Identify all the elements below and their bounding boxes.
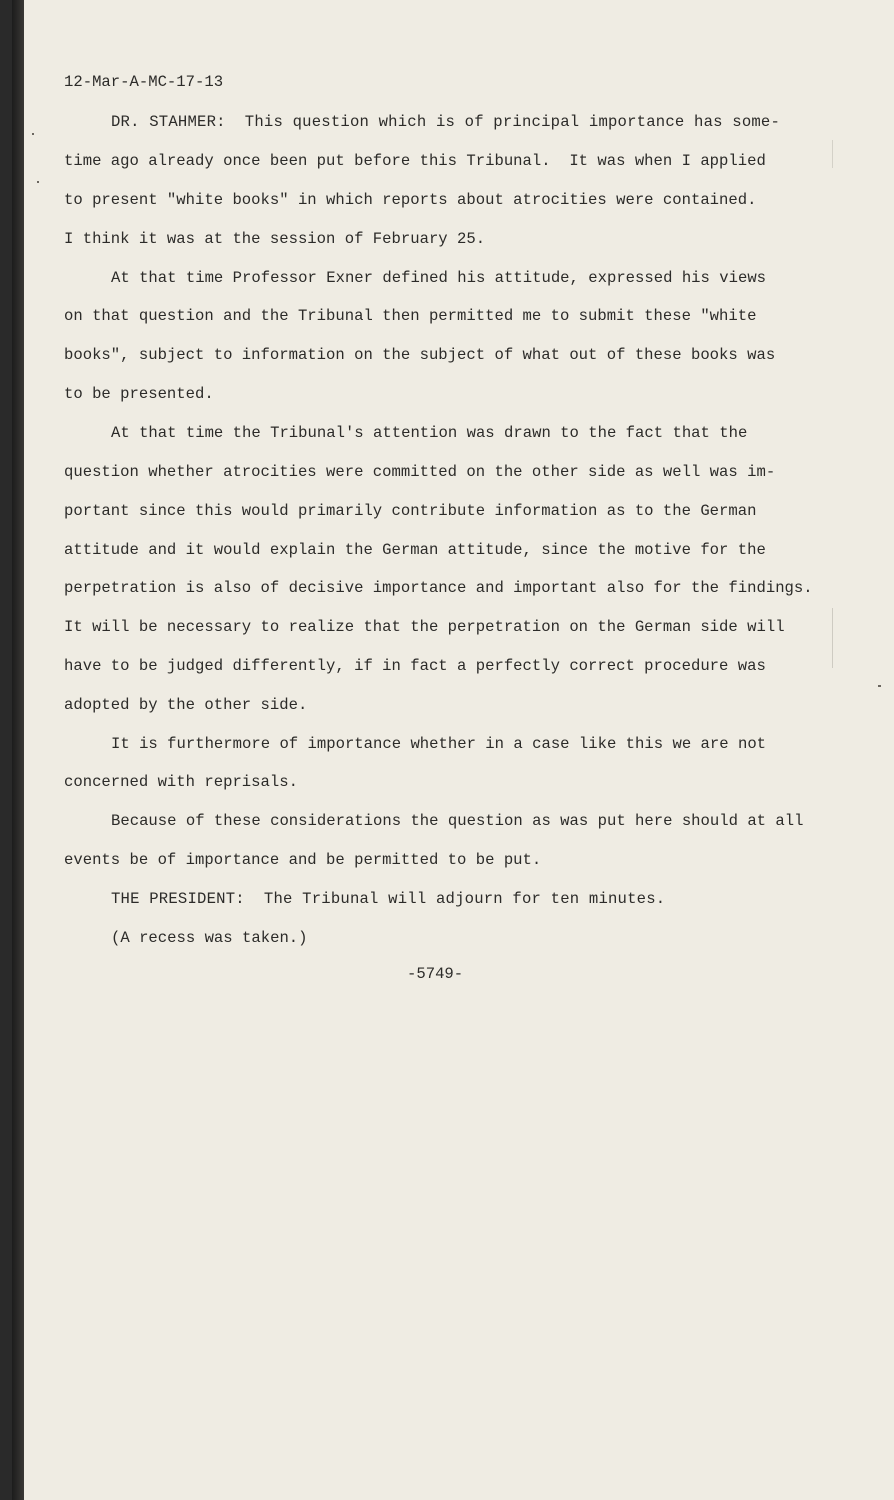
- paragraph-1-line-2: time ago already once been put before this Tribunal. It was when I applied: [64, 152, 766, 170]
- paragraph-3-line-4: attitude and it would explain the German attitude, since the motive for the: [64, 541, 766, 559]
- paragraph-5-line-2: events be of importance and be permitted to be put.: [64, 851, 542, 869]
- paragraph-3-line-2: question whether atrocities were committed on the other side as well was im-: [64, 463, 776, 481]
- paragraph-1-line-3: to present "white books" in which reports about atrocities were contained.: [64, 191, 757, 209]
- page-number: -5749-: [407, 965, 464, 983]
- scan-mark: [832, 608, 833, 668]
- paragraph-3-line-6: It will be necessary to realize that the perpetration on the German side will: [64, 618, 785, 636]
- document-reference-code: 12-Mar-A-MC-17-13: [64, 73, 224, 91]
- scan-mark: [32, 133, 34, 135]
- paragraph-3-line-5: perpetration is also of decisive importance and important also for the findings.: [64, 579, 813, 597]
- paragraph-4-line-2: concerned with reprisals.: [64, 773, 298, 791]
- paragraph-7-line-1: (A recess was taken.): [111, 929, 308, 947]
- paragraph-2-line-1: At that time Professor Exner defined his attitude, expressed his views: [111, 269, 767, 287]
- paragraph-3-line-8: adopted by the other side.: [64, 696, 308, 714]
- paragraph-3-line-3: portant since this would primarily contribute information as to the German: [64, 502, 757, 520]
- paragraph-3-line-1: At that time the Tribunal's attention was drawn to the fact that the: [111, 424, 748, 442]
- scan-mark: [878, 685, 881, 687]
- paragraph-1-line-1: DR. STAHMER: This question which is of principal importance has some-: [111, 113, 781, 131]
- scan-mark: [37, 181, 39, 183]
- paragraph-4-line-1: It is furthermore of importance whether in a case like this we are not: [111, 735, 767, 753]
- paragraph-2-line-2: on that question and the Tribunal then permitted me to submit these "white: [64, 307, 757, 325]
- paragraph-1-line-4: I think it was at the session of February 25.: [64, 230, 486, 248]
- paragraph-2-line-4: to be presented.: [64, 385, 214, 403]
- scan-mark: [832, 140, 833, 168]
- paragraph-2-line-3: books", subject to information on the subject of what out of these books was: [64, 346, 776, 364]
- document-page: [12, 0, 894, 1500]
- paragraph-5-line-1: Because of these considerations the question as was put here should at all: [111, 812, 804, 830]
- paragraph-3-line-7: have to be judged differently, if in fact a perfectly correct procedure was: [64, 657, 766, 675]
- paragraph-6-line-1: THE PRESIDENT: The Tribunal will adjourn for ten minutes.: [111, 890, 666, 908]
- binding-edge: [12, 0, 24, 1500]
